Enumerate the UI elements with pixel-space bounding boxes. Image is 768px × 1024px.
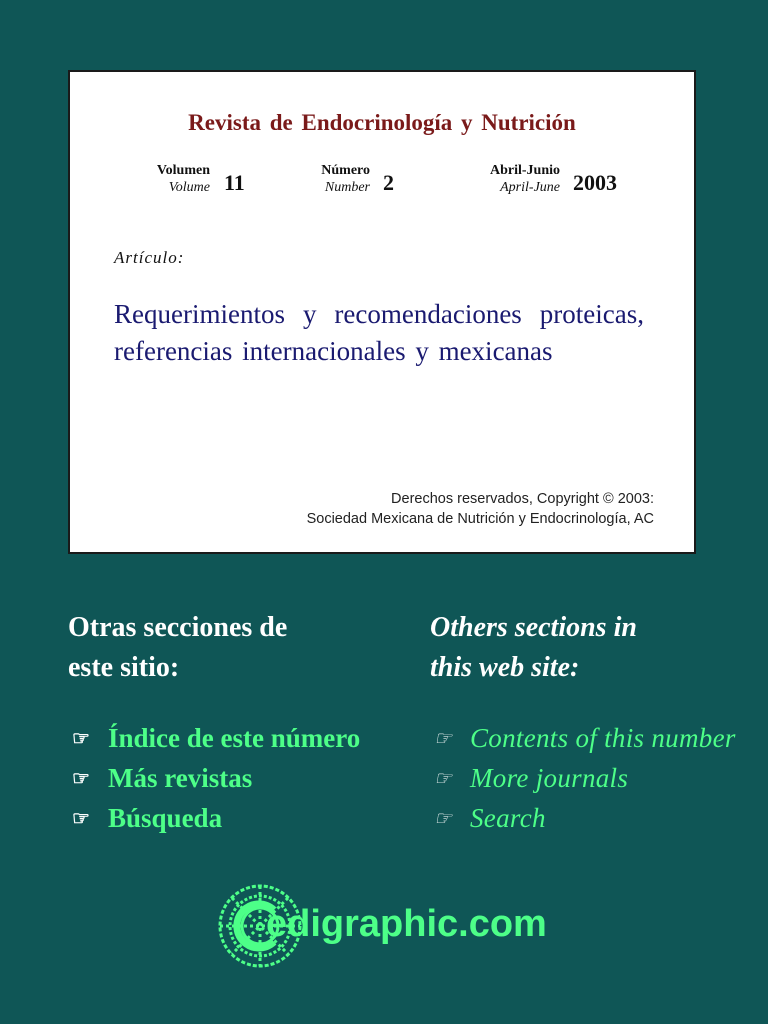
pointing-hand-icon: ☞ [72, 807, 90, 830]
number-label-es: Número [321, 163, 370, 178]
medigraphic-logo-text[interactable]: edigraphic.com [266, 903, 547, 945]
period-label-en: April-June [500, 180, 560, 195]
pointing-hand-icon: ☞ [72, 727, 90, 750]
article-card [68, 70, 696, 554]
links-en [428, 718, 736, 838]
sections-heading-es: Otras secciones de este sitio: [68, 612, 288, 683]
year-value: 2003 [573, 170, 617, 195]
volume-label-en: Volume [168, 180, 210, 195]
period-block [470, 162, 617, 196]
pointing-hand-icon: ☞ [72, 767, 90, 790]
volume-block [148, 162, 245, 196]
journal-title: Revista de Endocrinología y Nutrición [188, 110, 576, 135]
article-label: Artículo: [114, 248, 185, 267]
links-es [66, 718, 360, 838]
copyright-line: Derechos reservados, Copyright © 2003: [391, 491, 654, 507]
copyright-notice [307, 489, 654, 529]
link-index-es[interactable]: ☞ Índice de este número [66, 718, 360, 758]
number-value: 2 [383, 170, 394, 195]
link-journals-en[interactable]: ☞ More journals [428, 758, 736, 798]
volume-value: 11 [224, 170, 245, 195]
pointing-hand-icon: ☞ [433, 767, 453, 790]
number-label-en: Number [324, 180, 370, 195]
volume-label-es: Volumen [156, 163, 210, 178]
number-block [306, 162, 394, 196]
pointing-hand-icon: ☞ [433, 807, 453, 830]
article-title: Requerimientos y recomendaciones proteicas, referencias internacionales y mexicanas [114, 299, 644, 366]
link-index-en[interactable]: ☞ Contents of this number [428, 718, 736, 758]
sections-heading-en: Others sections in this web site: [430, 612, 637, 683]
link-journals-es[interactable]: ☞ Más revistas [66, 758, 360, 798]
publisher-line: Sociedad Mexicana de Nutrición y Endocrinología, AC [306, 511, 654, 527]
link-search-en[interactable]: ☞ Search [428, 798, 736, 838]
link-search-es[interactable]: ☞ Búsqueda [66, 798, 360, 838]
period-label-es: Abril-Junio [489, 163, 560, 178]
pointing-hand-icon: ☞ [433, 727, 453, 750]
